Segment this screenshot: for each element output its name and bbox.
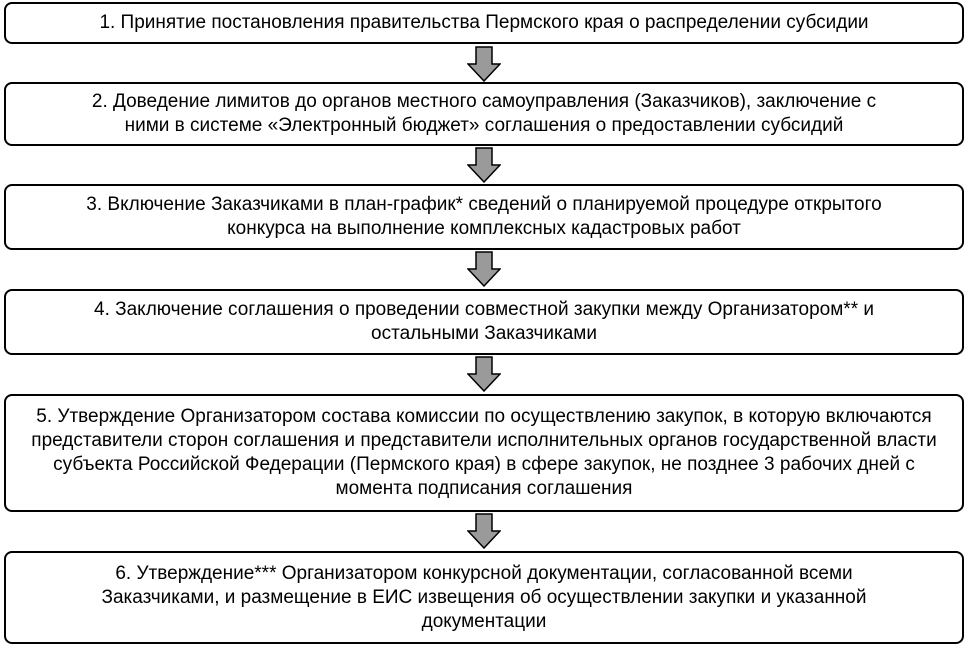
down-arrow-icon: [467, 147, 501, 183]
step-6-box: [4, 551, 964, 644]
step-2-text: 2. Доведение лимитов до органов местного самоуправления (Заказчиков), заключение с ними в системе «Электронный бюджет» соглашения о предоставлении субсидий: [91, 91, 877, 136]
step-5-text: 5. Утверждение Организатором состава комиссии по осуществлению закупок, в которую включаются представители сторон соглашения и представители исполнительных органов государственной власти субъекта Российской Федерации (Пермского края) в сфере закупок, не позднее 3 рабочих дней с момента подписания соглашения: [31, 406, 937, 499]
step-1-box: [4, 2, 964, 44]
step-4-box: [4, 289, 964, 355]
step-5-box: [4, 394, 964, 512]
step-6-text: 6. Утверждение*** Организатором конкурсной документации, согласованной всеми Заказчиками, и размещение в ЕИС извещения об осуществлении закупки и указанной документации: [101, 562, 867, 632]
step-1-text: 1. Принятие постановления правительства Пермского края о распределении субсидии: [99, 12, 869, 33]
step-4-text: 4. Заключение соглашения о проведении совместной закупки между Организатором** и остальными Заказчиками: [94, 299, 874, 344]
down-arrow-icon: [467, 251, 501, 287]
step-2-box: [4, 82, 964, 146]
down-arrow-icon: [467, 513, 501, 549]
step-3-box: [4, 184, 964, 250]
down-arrow-icon: [467, 356, 501, 392]
step-3-text: 3. Включение Заказчиками в план-график* сведений о планируемой процедуре открытого конкурса на выполнение комплексных кадастровых работ: [86, 194, 882, 239]
down-arrow-icon: [467, 46, 501, 82]
